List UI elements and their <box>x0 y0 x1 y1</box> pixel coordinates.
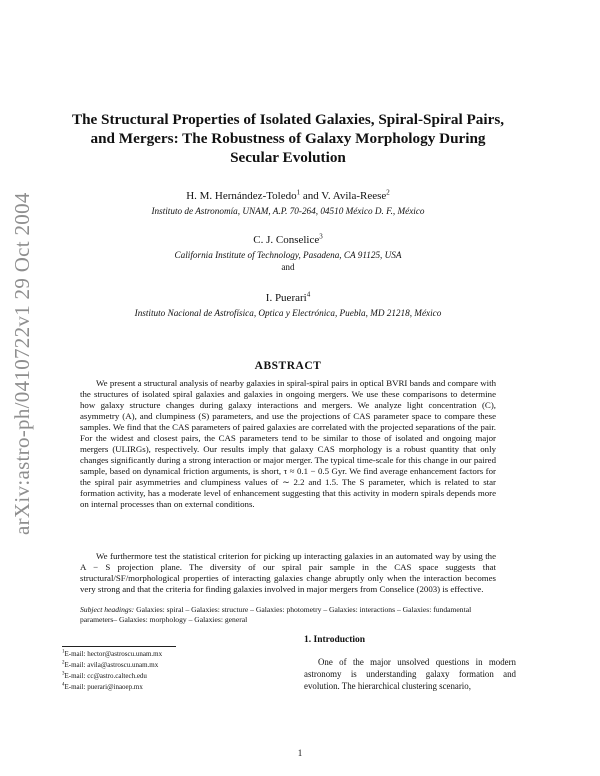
author-conselice: C. J. Conselice <box>253 234 320 246</box>
footnote-3 <box>62 672 147 681</box>
footnote-mark: 3 <box>319 232 323 241</box>
page-number: 1 <box>297 748 303 758</box>
footnote-2 <box>62 661 158 670</box>
affiliation-unam: Instituto de Astronomía, UNAM, A.P. 70-264, 04510 México D. F., México <box>151 206 425 216</box>
affiliation-inaoe: Instituto Nacional de Astrofísica, Optica y Electrónica, Puebla, MD 21218, México <box>134 308 442 318</box>
footnote-divider <box>62 646 176 647</box>
footnote-email: E-mail: avila@astroscu.unam.mx <box>64 661 159 669</box>
footnote-mark: 4 <box>62 682 65 688</box>
affiliation-caltech: California Institute of Technology, Pasadena, CA 91125, USA <box>174 250 402 260</box>
footnote-mark: 4 <box>306 290 311 299</box>
footnote-email: E-mail: puerari@inaoep.mx <box>64 683 143 691</box>
abstract-paragraph-2: We furthermore test the statistical criterion for picking up interacting galaxies in an automated way by using the A − S projection plane. The diversity of our spiral pair sample in the CAS space suggests that structural/SF/morphological properties of interacting galaxies change abruptly only when the interaction becomes very strong and that the criteria for finding galaxies involved in major mergers from Conselice (2003) is effective. <box>80 551 496 594</box>
subject-headings-text: Galaxies: spiral – Galaxies: structure – Galaxies: photometry – Galaxies: interactions – Galaxies: fundamental parameters– Galaxies: morphology – Galaxies: general <box>80 605 472 624</box>
introduction-paragraph: One of the major unsolved questions in modern astronomy is understanding galaxy formation and evolution. The hierarchical clustering scenario, <box>304 657 516 691</box>
footnote-email: E-mail: hector@astroscu.unam.mx <box>64 650 163 658</box>
footnote-mark: 1 <box>296 188 301 197</box>
footnote-mark: 2 <box>62 660 65 666</box>
footnote-mark: 3 <box>62 671 65 677</box>
footnote-4 <box>62 683 143 692</box>
paper-title: The Structural Properties of Isolated Galaxies, Spiral-Spiral Pairs, and Mergers: The Robustness of Galaxy Morphology During Secular Evolution <box>71 111 505 166</box>
abstract-paragraph-1: We present a structural analysis of nearby galaxies in spiral-spiral pairs in optical BVRI bands and compare with the structures of isolated spiral galaxies and galaxies in ongoing mergers. We use these comparisons to determine how galaxy structure changes during galaxy interactions and mergers. We analyze light concentration (C), asymmetry (A), and clumpiness (S) parameters, and use the projections of CAS parameter space to compare these samples. We find that the CAS parameters of paired galaxies are correlated with the projected separations of the pair. For the widest and closest pairs, the CAS parameters tend to be similar to those of isolated and ongoing major mergers (ULIRGs), respectively. Our results imply that galaxy CAS morphology is a robust quantity that only changes significantly during a strong interaction or major merger. The typical time-scale for this change in our paired sample, based on dynamical friction arguments, is short, τ ≈ 0.1 − 0.5 Gyr. We find average enhancement factors for the spiral pair asymmetries and clumpiness values of ∼ 2.2 and 1.5. The S parameter, which is related to star formation activity, has a moderate level of enhancement suggesting that this activity in modern spirals depends more on internal processes than on external conditions. <box>80 378 496 509</box>
and-word: and <box>281 262 295 272</box>
author-line-1 <box>70 190 506 202</box>
footnote-mark: 2 <box>386 188 390 197</box>
author-puerari: I. Puerari <box>265 292 307 304</box>
subject-headings <box>80 605 496 625</box>
author-hernandez-toledo: H. M. Hernández-Toledo <box>186 190 297 202</box>
author-line-3 <box>70 292 506 304</box>
section-heading-introduction: 1. Introduction <box>304 635 366 645</box>
author-line-2 <box>70 234 506 246</box>
subject-headings-label: Subject headings: <box>80 605 135 614</box>
author-avila-reese: and V. Avila-Reese <box>300 190 387 202</box>
footnote-mark: 1 <box>62 649 65 655</box>
abstract-heading: ABSTRACT <box>254 360 322 372</box>
footnote-email: E-mail: cc@astro.caltech.edu <box>64 672 147 680</box>
arxiv-identifier-stamp: arXiv:astro-ph/0410722v1 29 Oct 2004 <box>10 192 34 535</box>
footnote-1 <box>62 650 162 659</box>
